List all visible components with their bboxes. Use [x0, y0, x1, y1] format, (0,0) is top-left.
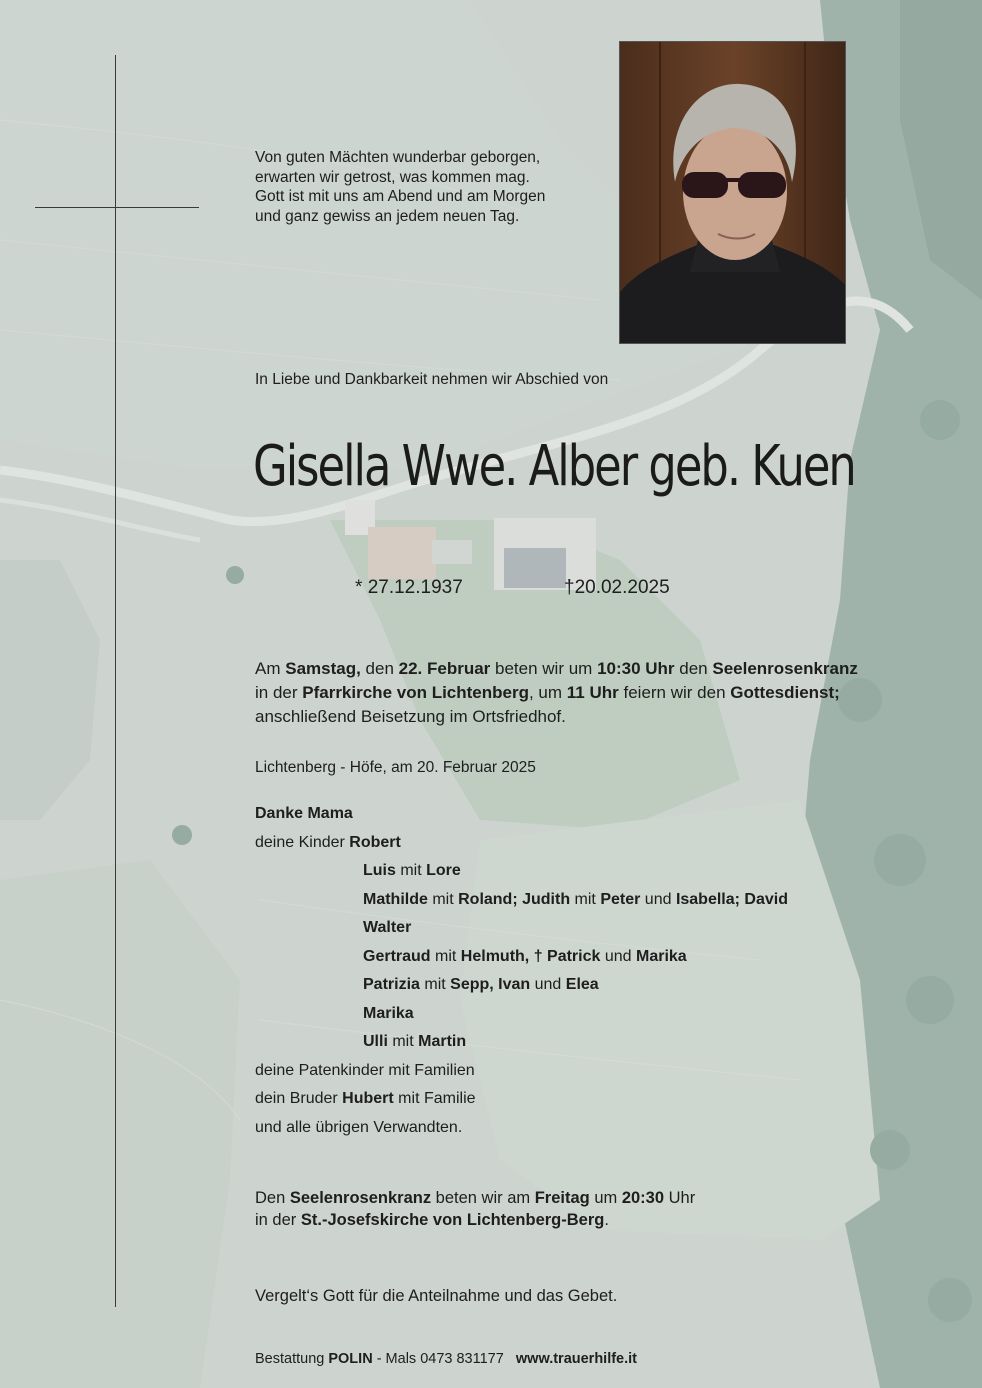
quote-line: Gott ist mit uns am Abend und am Morgen [255, 188, 546, 205]
death-date [564, 577, 670, 599]
service-line-2: in der Pfarrkirche von Lichtenberg, um 11 Uhr feiern wir den Gottesdienst; [255, 683, 840, 702]
child-entry: Mathilde mit Roland; Judith mit Peter und Isabella; David [363, 890, 788, 908]
service-line-3: anschließend Beisetzung im Ortsfriedhof. [255, 707, 566, 726]
death-date-value: 20.02.2025 [574, 577, 670, 598]
death-cross-symbol: † [564, 577, 575, 598]
family-list [255, 800, 788, 1142]
funeral-home-name: POLIN [328, 1351, 373, 1367]
birth-symbol: * [355, 577, 363, 598]
service-announcement [255, 657, 858, 729]
relatives-line: und alle übrigen Verwandten. [255, 1118, 463, 1136]
thanks-line: Vergelt‘s Gott für die Anteilnahme und das Gebet. [255, 1287, 618, 1305]
quote-line: und ganz gewiss an jedem neuen Tag. [255, 207, 520, 225]
child-entry: Gertraud mit Helmuth, † Patrick und Marika [363, 947, 687, 965]
portrait-photo [619, 41, 846, 344]
rosary-announcement [255, 1187, 695, 1231]
funeral-home-footer: Bestattung POLIN - Mals 0473 831177 www.trauerhilfe.it [255, 1351, 638, 1367]
farewell-intro: In Liebe und Dankbarkeit nehmen wir Abschied von [255, 371, 609, 388]
rosary-line-1: Den Seelenrosenkranz beten wir am Freitag um 20:30 Uhr [255, 1189, 696, 1207]
children-line: deine Kinder Robert [255, 833, 401, 851]
quote-line: Von guten Mächten wunderbar geborgen, [255, 149, 541, 166]
rosary-line-2: in der St.-Josefskirche von Lichtenberg-Berg. [255, 1211, 609, 1229]
child-entry: Patrizia mit Sepp, Ivan und Elea [363, 976, 599, 993]
child-entry: Walter [363, 919, 412, 936]
brother-line: dein Bruder Hubert mit Familie [255, 1090, 476, 1107]
cross-vertical-bar [115, 55, 116, 1307]
cross-horizontal-bar [35, 207, 199, 208]
godchildren-line: deine Patenkinder mit Familien [255, 1061, 475, 1079]
child-entry: Ulli mit Martin [363, 1033, 467, 1050]
birth-date-value: 27.12.1937 [367, 577, 463, 598]
quote-line: erwarten wir getrost, was kommen mag. [255, 168, 530, 186]
website-link[interactable]: www.trauerhilfe.it [515, 1351, 638, 1367]
service-line-1: Am Samstag, den 22. Februar beten wir um 10:30 Uhr den Seelenrosenkranz [255, 659, 858, 678]
deceased-name: Gisella Wwe. Alber geb. Kuen [253, 434, 855, 499]
child-entry: Marika [363, 1004, 414, 1022]
birth-date [355, 577, 463, 599]
child-entry: Luis mit Lore [363, 862, 461, 879]
poem-quote [255, 148, 545, 226]
greeting: Danke Mama [255, 805, 353, 822]
place-date: Lichtenberg - Höfe, am 20. Februar 2025 [255, 759, 536, 776]
